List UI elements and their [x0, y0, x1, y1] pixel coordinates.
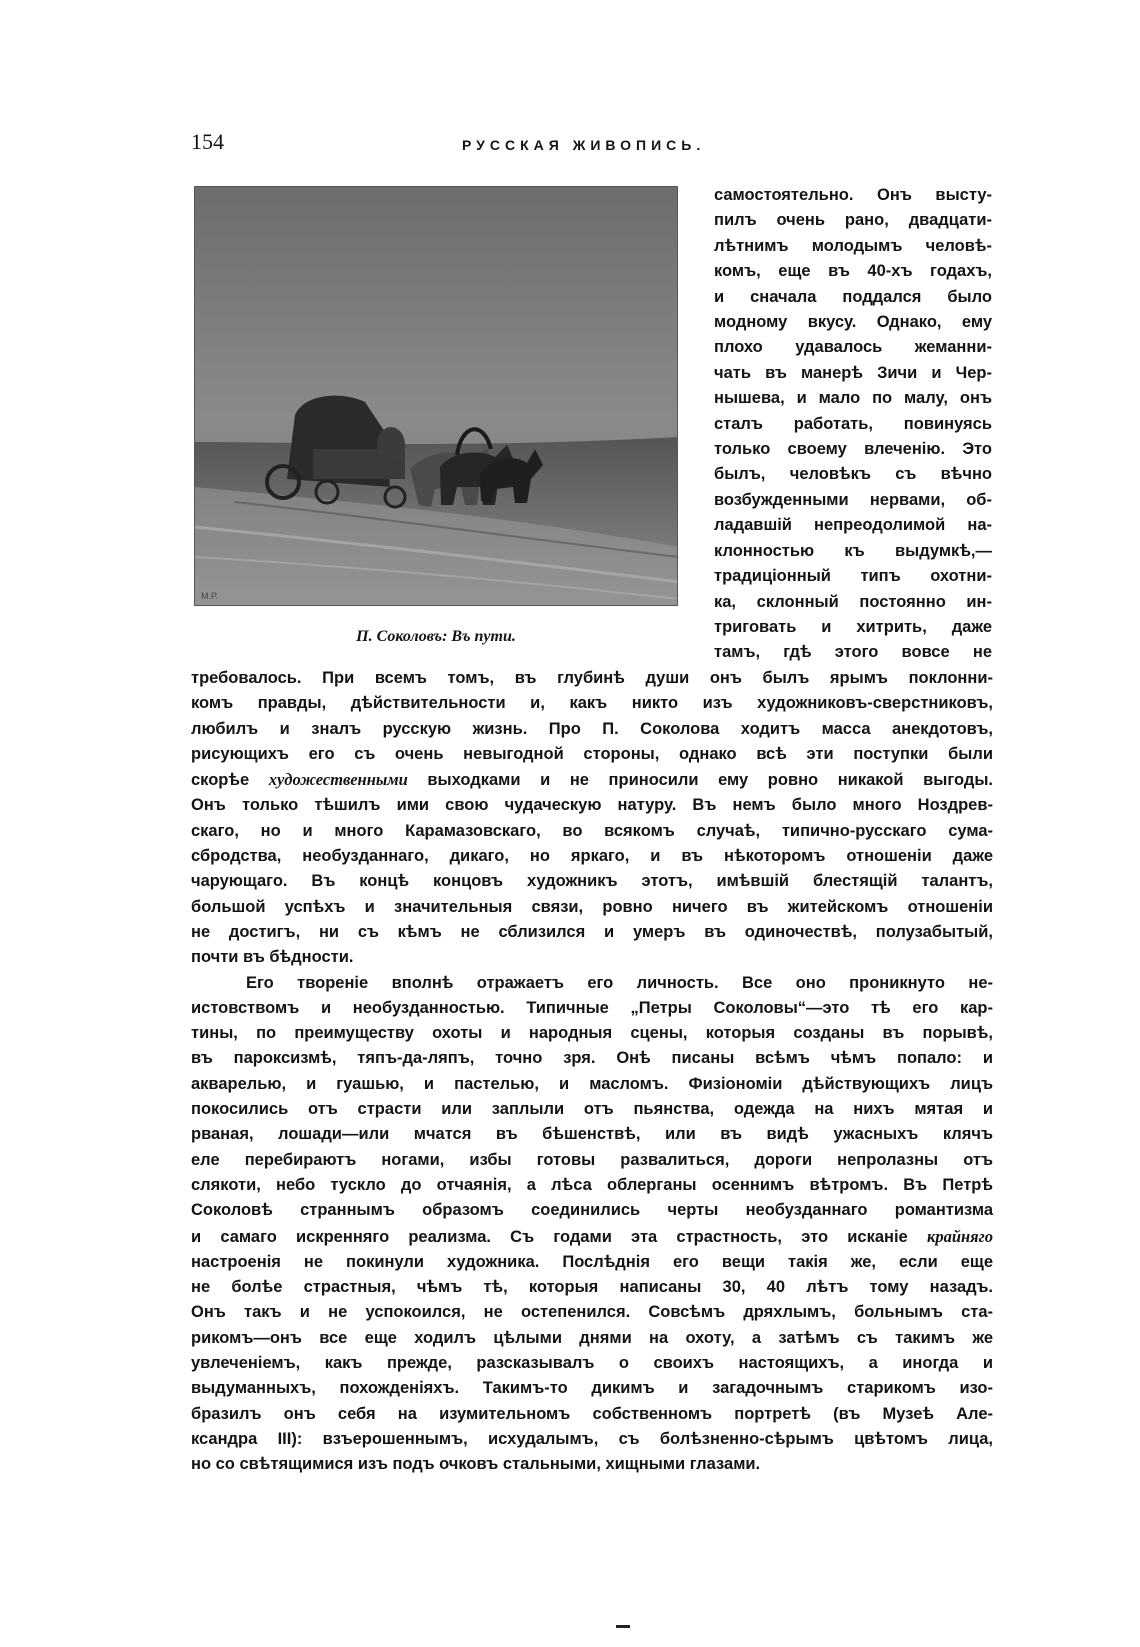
text-line: скаго, но и много Карамазовскаго, во всякомъ случаѣ, типично-русскаго сума- [191, 821, 993, 840]
text-line: не болѣе страстныя, чѣмъ тѣ, которыя написаны 30, 40 лѣтъ тому назадъ. [191, 1278, 993, 1297]
text-line: любилъ и зналъ русскую жизнь. Про П. Соколова ходитъ масса анекдотовъ, [191, 719, 993, 738]
text-line: традиціонный типъ охотни- [714, 567, 992, 586]
text-line: сбродства, необузданнаго, дикаго, но яркаго, и въ нѣкоторомъ отношеніи даже [191, 847, 993, 866]
footer-dash [616, 1625, 630, 1628]
italic-emphasis: крайняго [926, 1226, 993, 1246]
italic-emphasis: художественными [268, 770, 408, 790]
text-line: бразилъ онъ себя на изумительномъ собственномъ портретѣ (въ Музеѣ Але- [191, 1404, 993, 1423]
text-line: рикомъ—онъ все еще ходилъ цѣлыми днями на охоту, а затѣмъ съ такимъ же [191, 1328, 993, 1347]
text-line: большой успѣхъ и значительныя связи, ровно ничего въ житейскомъ отношеніи [191, 897, 993, 916]
text-line: почти въ бѣдности. [191, 948, 354, 967]
text-line: только своему влеченію. Это [714, 440, 992, 459]
text-line-with-italic [191, 1224, 993, 1250]
text-line: комъ правды, дѣйствительности и, какъ никто изъ художниковъ-сверстниковъ, [191, 694, 993, 713]
text-line: Соколовѣ страннымъ образомъ соединились черты необузданнаго романтизма [191, 1201, 993, 1220]
text-line: комъ, еще въ 40-хъ годахъ, [714, 262, 992, 281]
text-line: и сначала поддался было [714, 287, 992, 306]
text-line: нышева, и мало по малу, онъ [714, 389, 992, 408]
text-line: выдуманныхъ, похожденіяхъ. Такимъ-то дикимъ и загадочнымъ старикомъ изо- [191, 1379, 993, 1398]
text-line: еле перебираютъ ногами, избы готовы развалиться, дороги непролазны отъ [191, 1150, 993, 1169]
text-fragment: выходками и не приносили ему ровно никакой выгоды. [427, 771, 994, 790]
text-line: лѣтнимъ молодымъ человѣ- [714, 236, 992, 255]
text-line: чать въ манерѣ Зичи и Чер- [714, 363, 992, 382]
painting-carriage-troika-icon [195, 187, 678, 606]
text-line: Онъ только тѣшилъ ими свою чудаческую натуру. Въ немъ было много Ноздрев- [191, 796, 993, 815]
text-line: ка, склонный постоянно ин- [714, 592, 992, 611]
text-line: самостоятельно. Онъ высту- [714, 186, 992, 204]
text-line: плохо удавалось жеманни- [714, 338, 992, 357]
text-line: рисующихъ его съ очень невыгодной стороны, однако всѣ эти поступки были [191, 744, 993, 763]
painting-plate [194, 186, 678, 606]
text-line: но со свѣтящимися изъ подъ очковъ стальными, хищными глазами. [191, 1455, 761, 1474]
text-line: тамъ, гдѣ этого вовсе не [714, 643, 992, 662]
text-line: чарующаго. Въ концѣ концовъ художникъ этотъ, имѣвшій блестящій талантъ, [191, 872, 993, 891]
text-fragment: скорѣе [191, 771, 250, 790]
text-line: ксандра III): взъерошеннымъ, исхудалымъ, съ болѣзненно-сѣрымъ цвѣтомъ лица, [191, 1429, 993, 1448]
running-title: РУССКАЯ ЖИВОПИСЬ. [462, 137, 706, 153]
text-line: покосились отъ страсти или заплыли отъ пьянства, одежда на нихъ мятая и [191, 1100, 993, 1119]
text-line: Онъ такъ и не успокоился, не остепенился. Совсѣмъ дряхлымъ, больнымъ ста- [191, 1303, 993, 1322]
text-line: модному вкусу. Однако, ему [714, 313, 992, 332]
text-line: въ пароксизмѣ, тяпъ-да-ляпъ, точно зря. Онѣ писаны всѣмъ чѣмъ попало: и [191, 1049, 993, 1068]
text-line: увлеченіемъ, какъ прежде, разсказывалъ о своихъ настоящихъ, а иногда и [191, 1354, 993, 1373]
text-line: акварелью, и гуашью, и пастелью, и масломъ. Физіономіи дѣйствующихъ лицъ [191, 1074, 993, 1093]
text-line: Его твореніе вполнѣ отражаетъ его личность. Все оно проникнуто не- [246, 973, 993, 992]
text-line: триговать и хитрить, даже [714, 617, 992, 636]
text-line: слякоти, небо тускло до отчаянія, а лѣса облерганы осеннимъ вѣтромъ. Въ Петрѣ [191, 1175, 993, 1194]
text-line: тины, по преимуществу охоты и народныя сцены, которыя созданы въ порывѣ, [191, 1024, 993, 1043]
text-line: истовствомъ и необузданностью. Типичные „Петры Соколовы“—это тѣ его кар- [191, 998, 993, 1017]
text-line: сталъ работать, повинуясь [714, 414, 992, 433]
text-fragment: и самаго искренняго реализма. Съ годами эта страстность, это исканіе [191, 1227, 908, 1246]
figure-caption: П. Соколовъ: Въ пути. [356, 628, 516, 645]
text-line: требовалось. При всемъ томъ, въ глубинѣ души онъ былъ ярымъ поклонни- [191, 669, 993, 687]
page-number: 154 [191, 129, 224, 154]
text-line: возбужденными нервами, об- [714, 490, 992, 509]
text-line: рваная, лошади—или мчатся въ бѣшенствѣ, или въ видѣ ужасныхъ клячъ [191, 1125, 993, 1144]
text-line: былъ, человѣкъ съ вѣчно [714, 465, 992, 484]
text-line: не достигъ, ни съ кѣмъ не сблизился и умеръ въ одиночествѣ, полузабытый, [191, 922, 993, 941]
svg-text:M.P.: M.P. [201, 591, 219, 601]
text-line-with-italic [191, 767, 993, 793]
text-line: клонностью къ выдумкѣ,— [714, 541, 992, 560]
text-line: пилъ очень рано, двадцати- [714, 211, 992, 230]
side-text-column [714, 183, 992, 666]
text-line: настроенія не покинули художника. Послѣднія его вещи такія же, если еще [191, 1252, 993, 1271]
body-text [191, 666, 993, 1478]
text-line: ладавшій непреодолимой на- [714, 516, 992, 535]
